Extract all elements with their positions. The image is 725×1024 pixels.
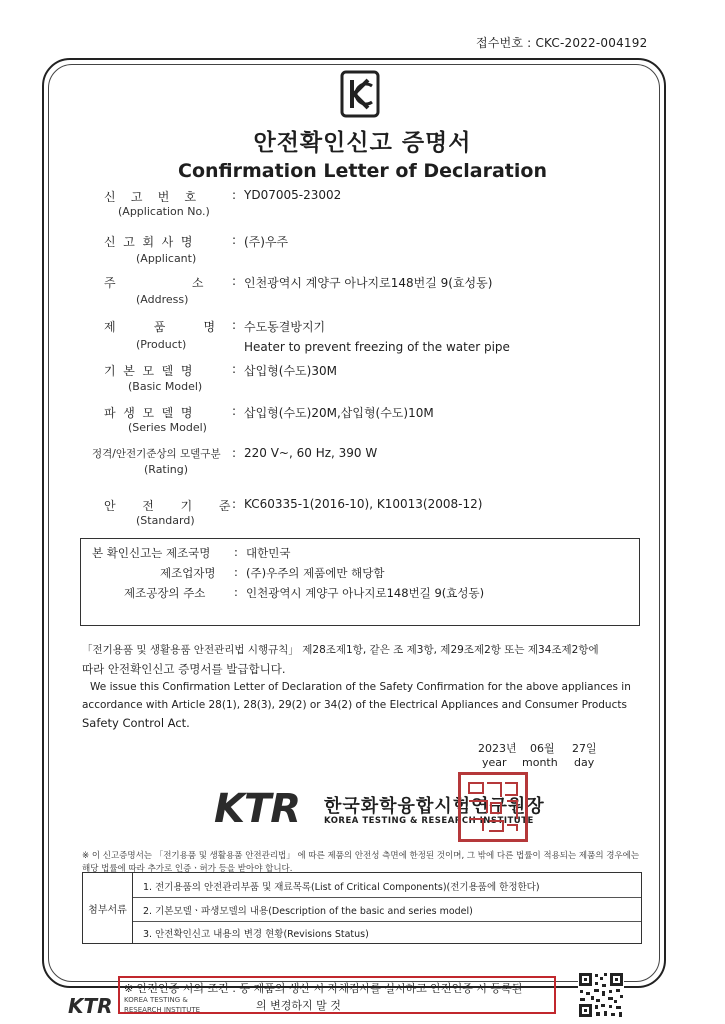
- colon: :: [232, 188, 237, 202]
- application-no-label: 신 고 번 호: [104, 190, 197, 204]
- footer-ktr-logo: KTR: [68, 994, 113, 1018]
- address-label: 주 소: [104, 276, 204, 290]
- application-no-label-en: (Application No.): [118, 205, 210, 218]
- manufacturer-label: 제조업자명: [160, 566, 216, 580]
- qr-code-icon: [578, 972, 624, 1018]
- date-year-label: year: [482, 756, 507, 769]
- series-model-label: 파 생 모 델 명: [104, 406, 193, 420]
- basic-model-label-en: (Basic Model): [128, 380, 203, 393]
- product-label: 제 품 명: [104, 320, 216, 334]
- colon: :: [232, 318, 237, 332]
- footer-small-1: KOREA TESTING &: [124, 996, 188, 1004]
- address-value: 인천광역시 계양구 아나지로148번길 9(효성동): [244, 276, 493, 290]
- address-label-en: (Address): [136, 293, 189, 306]
- factory-address-value: 인천광역시 계양구 아나지로148번길 9(효성동): [246, 586, 485, 600]
- application-no-value: YD07005-23002: [244, 188, 342, 202]
- colon: :: [232, 404, 237, 418]
- product-value-en: Heater to prevent freezing of the water pipe: [244, 340, 510, 354]
- series-model-label-en: (Series Model): [128, 421, 207, 434]
- product-value: 수도동결방지기: [244, 320, 326, 334]
- colon: :: [234, 545, 238, 559]
- kc-mark-icon: [340, 70, 380, 118]
- applicant-label: 신 고 회 사 명: [104, 235, 193, 249]
- statement-en-line3: Safety Control Act.: [82, 716, 190, 730]
- standard-value: KC60335-1(2016-10), K10013(2008-12): [244, 497, 483, 511]
- statement-ko-line2: 따라 안전확인신고 증명서를 발급합니다.: [82, 662, 286, 676]
- origin-country-value: 대한민국: [246, 546, 291, 560]
- factory-address-label: 제조공장의 주소: [124, 586, 206, 600]
- rating-value: 220 V~, 60 Hz, 390 W: [244, 446, 378, 460]
- product-label-en: (Product): [136, 338, 187, 351]
- colon: :: [232, 362, 237, 376]
- attachment-item: 1. 전기용품의 안전관리부품 및 재료목록(List of Critical Components)(전기용품에 한정한다): [143, 882, 540, 893]
- applicant-value: (주)우주: [244, 235, 289, 249]
- rating-label-en: (Rating): [144, 463, 189, 476]
- applicant-label-en: (Applicant): [136, 252, 197, 265]
- date-month: 06월: [530, 742, 555, 755]
- issuer-name-ko: 한국화학융합시험연구원장: [324, 796, 545, 817]
- issuer-name-en: KOREA TESTING & RESEARCH INSTITUTE: [324, 816, 534, 826]
- date-month-label: month: [522, 756, 558, 769]
- statement-ko-line1: 「전기용품 및 생활용품 안전관리법 시행규칙」 제28조제1항, 같은 조 제3항, 제29조제2항 또는 제34조제2항에: [82, 644, 599, 656]
- attachments-table: [82, 872, 642, 944]
- series-model-value: 삽입형(수도)20M,삽입형(수도)10M: [244, 406, 434, 420]
- manufacturer-value: (주)우주의 제품에만 해당함: [246, 566, 385, 580]
- receipt-number: 접수번호 : CKC-2022-004192: [476, 36, 648, 50]
- attachment-item: 2. 기본모델ㆍ파생모델의 내용(Description of the basic and series model): [143, 906, 473, 917]
- statement-en-line2: accordance with Article 28(1), 28(3), 29(2) or 34(2) of the Electrical Appliances and Consumer Products: [82, 699, 627, 711]
- standard-label-en: (Standard): [136, 514, 195, 527]
- colon: :: [232, 446, 237, 460]
- date-year: 2023년: [478, 742, 517, 755]
- divider: [133, 921, 641, 922]
- basic-model-label: 기 본 모 델 명: [104, 364, 193, 378]
- colon: :: [232, 233, 237, 247]
- basic-model-value: 삽입형(수도)30M: [244, 364, 337, 378]
- attachments-label: 첨부서류: [83, 873, 133, 943]
- colon: :: [234, 565, 238, 579]
- colon: :: [232, 274, 237, 288]
- footer-small-2: RESEARCH INSTITUTE: [124, 1006, 201, 1014]
- official-seal-icon: [458, 772, 528, 842]
- statement-en-line1: We issue this Confirmation Letter of Declaration of the Safety Confirmation for the above appliances in: [90, 681, 631, 693]
- colon: :: [234, 585, 238, 599]
- title-english: Confirmation Letter of Declaration: [178, 160, 547, 182]
- origin-country-label: 본 확인신고는 제조국명: [92, 546, 211, 560]
- title-korean: 안전확인신고 증명서: [253, 130, 472, 156]
- ktr-logo: KTR: [214, 786, 301, 832]
- condition-line2: 의 변경하지 말 것: [256, 999, 341, 1012]
- standard-label: 안 전 기 준: [104, 499, 231, 513]
- date-day: 27일: [572, 742, 597, 755]
- divider: [133, 897, 641, 898]
- colon: :: [232, 497, 237, 511]
- rating-label: 정격/안전기준상의 모델구분: [92, 448, 221, 460]
- condition-line1: ※ 안전인증 시의 조건 : 동 제품의 생산 시 자체검사를 실시하고 안전인증 시 등록된: [124, 982, 523, 995]
- legal-notice: ※ 이 신고증명서는 「전기용품 및 생활용품 안전관리법」 에 따른 제품의 안전성 측면에 한정된 것이며, 그 밖에 다른 법률이 적용되는 제품의 경우에는 해당 법률에 따라 추가로 인증ㆍ허가 등을 받아야 합니다.: [82, 851, 640, 874]
- date-day-label: day: [574, 756, 595, 769]
- attachment-item: 3. 안전확인신고 내용의 변경 현황(Revisions Status): [143, 929, 369, 940]
